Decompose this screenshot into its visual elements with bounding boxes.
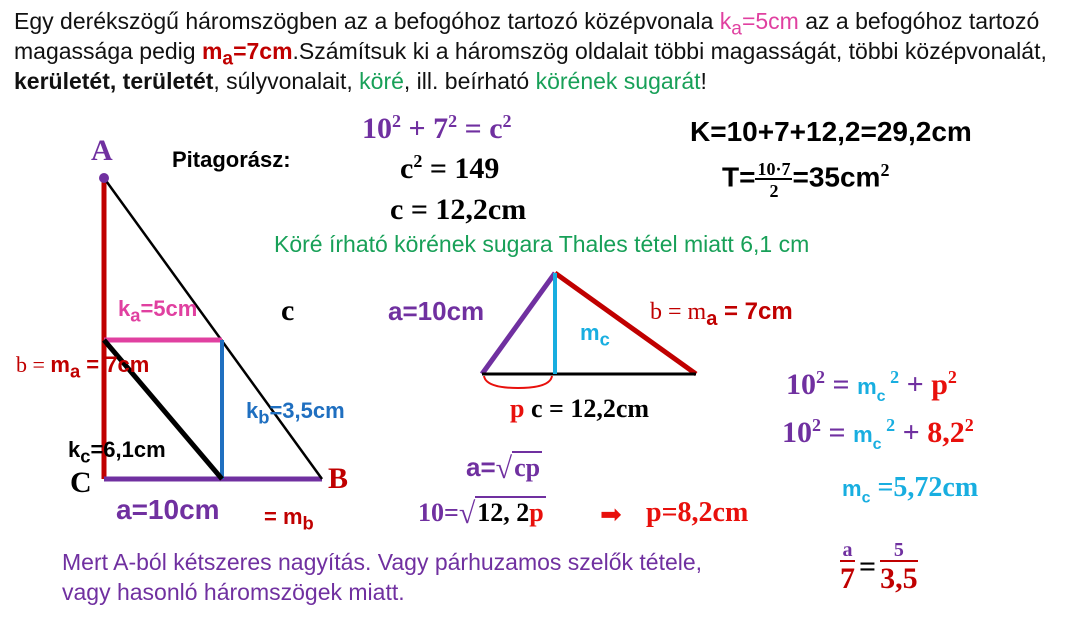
leg-theorem-line-2: 10=√12, 2p <box>418 497 544 530</box>
pitagorasz-title: Pitagorász: <box>172 147 291 172</box>
ka-value: $k_a=5cm$ <box>719 8 799 40</box>
equation-1: $10^2 = m_c$ $^2 + p^2$ <box>786 367 957 405</box>
arrow-icon: ➡ <box>600 500 622 529</box>
b-ma-label: $b = m_a = 7cm$ <box>16 352 150 382</box>
small-b-label: $b = m_a = 7cm$ <box>650 298 793 330</box>
proportion: $\frac{a}{7}$ = $\frac{5}{3,5}$ <box>840 539 918 595</box>
circumradius-text: Köré írható körének sugara Thales tétel miatt 6,1 cm <box>274 231 810 257</box>
segment-p-brace <box>484 376 552 388</box>
small-a-label: a=10cm <box>388 296 485 326</box>
vertex-c-label: C <box>70 466 92 499</box>
side-a-label: a=10cm <box>116 494 220 525</box>
ka-label: $k_a=5cm$ <box>118 296 198 326</box>
problem-statement: Egy derékszögű háromszögben az a befogóhoz tartozó középvonala $k_a=5cm$ az a befogóhoz tartozó magassága pedig $m_a=7cm.Számítsuk$ ki a háromszög oldalait többi magasságát, többi középvonalát, kerületét, területét, súlyvonalait, köré, ill. beírható körének sugarát! <box>14 8 1047 94</box>
kc-label: $k_c=6,1cm$ <box>68 437 166 467</box>
hypotenuse-c-line <box>104 178 322 479</box>
p-result: p=8,2cm <box>646 497 749 528</box>
perimeter: K=10+7+12,2=29,2cm <box>690 116 972 147</box>
pythagoras-line-2: $c^2 = 149$ <box>400 151 500 185</box>
vertex-a-dot <box>99 173 109 183</box>
explanation: Mert A-ból kétszeres nagyítás. Vagy párhuzamos szelők tétele, vagy hasonló háromszögek miatt. <box>62 549 703 605</box>
small-side-a-line <box>482 273 555 374</box>
mb-label: = $m_b$ <box>264 504 314 534</box>
small-mc-label: $m_c$ <box>580 320 610 350</box>
small-c-label: p c = 12,2cm <box>510 394 650 423</box>
mc-result: $m_c =5,72cm$ <box>842 472 979 507</box>
vertex-a-label: A <box>91 134 113 167</box>
side-c-label: c <box>281 294 295 327</box>
pythagoras-line-3: c = 12,2cm <box>390 193 527 226</box>
pythagoras-line-1: $10^2 + 7^2 = c^2$ <box>362 111 512 145</box>
equation-2: $10^2 = m_c$ $^2 + 8,2^2$ <box>782 415 974 453</box>
kb-label: $k_b=3,5cm$ <box>246 398 345 428</box>
area: T= $\frac{10\cdot 7}{2}$ $=35cm^2$ <box>722 159 890 201</box>
ma-value: $m_a=7cm$ <box>201 38 293 70</box>
leg-theorem-line-1: a=√cp <box>466 452 541 485</box>
vertex-b-label: B <box>328 462 349 495</box>
